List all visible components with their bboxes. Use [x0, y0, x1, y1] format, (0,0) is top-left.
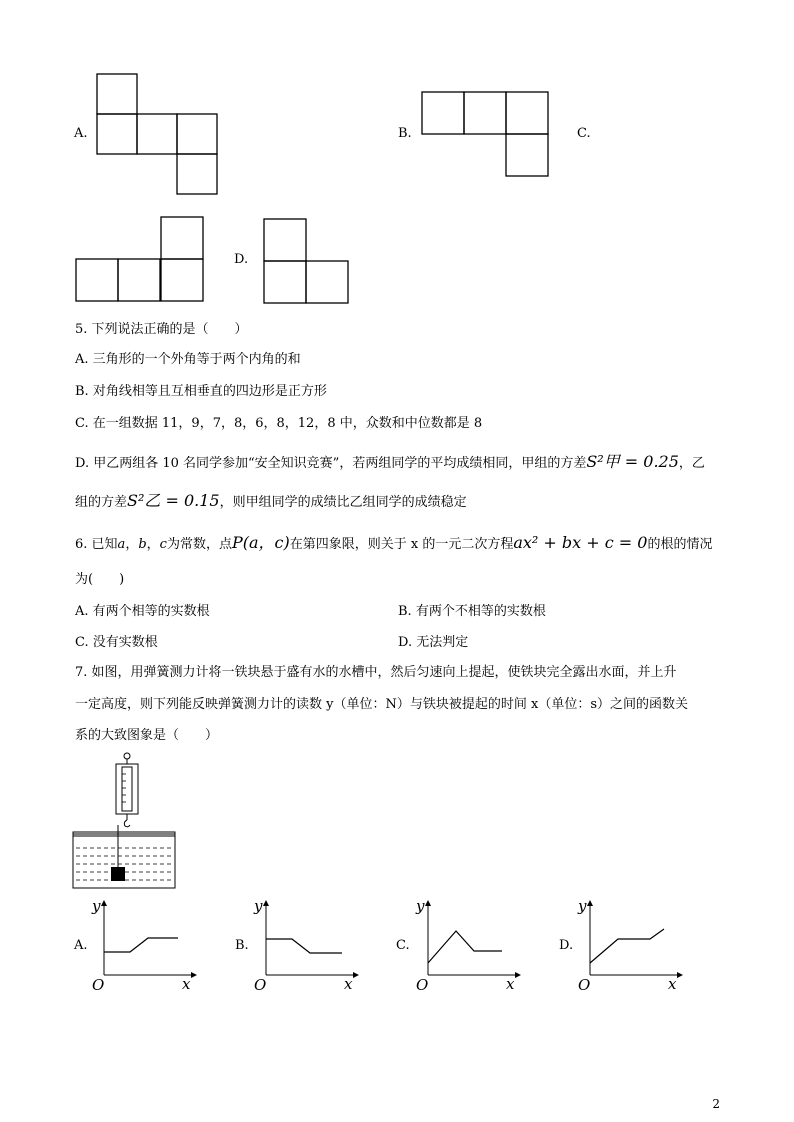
q5-option-d-text3: 组的方差: [75, 495, 128, 510]
q5-variance-yi: S²乙 = 0.15: [127, 491, 220, 510]
q6-stem-line1: [75, 530, 712, 553]
q6-var-b: b: [138, 537, 147, 552]
q6-option-b: B. 有两个不相等的实数根: [398, 604, 546, 619]
q4-option-b-net: [421, 91, 551, 179]
q7-stem-line1: 7. 如图，用弹簧测力计将一铁块悬于盛有水的水槽中，然后匀速向上提起，使铁块完全露出水面，并上升: [75, 665, 677, 680]
q6-text2: 为常数，点: [166, 537, 232, 552]
q5-option-d-text1: D. 甲乙两组各 10 名同学参加“安全知识竞赛”，若两组同学的平均成绩相同，甲组的方差: [75, 456, 587, 471]
q5-option-d-line1: [75, 449, 705, 472]
q4-option-c-net: [75, 216, 205, 304]
q7-graph-c-x: x: [506, 975, 515, 993]
q4-option-b-label: B.: [398, 126, 412, 141]
q4-option-d-net: [263, 218, 351, 306]
q7-graph-b-origin: O: [254, 976, 267, 994]
q6-text1: 6. 已知: [75, 537, 118, 552]
q6-var-a: a: [117, 537, 126, 552]
q5-option-c: C. 在一组数据 11，9，7，8，6，8，12，8 中，众数和中位数都是 8: [75, 416, 483, 431]
page-number: 2: [712, 1097, 720, 1111]
q6-option-d: D. 无法判定: [398, 635, 469, 650]
q7-option-b-label: B.: [235, 938, 249, 953]
q6-text4: 的根的情况: [647, 537, 713, 552]
q7-spring-scale-tank-diagram: [72, 752, 178, 892]
q5-option-b: B. 对角线相等且互相垂直的四边形是正方形: [75, 384, 327, 399]
q6-option-c: C. 没有实数根: [75, 635, 158, 650]
q7-option-a-label: A.: [74, 938, 88, 953]
q7-graph-c: [414, 895, 524, 995]
q7-stem-line2: 一定高度，则下列能反映弹簧测力计的读数 y（单位：N）与铁块被提起的时间 x（单位：s）之间的函数关: [75, 697, 688, 712]
q5-stem: 5. 下列说法正确的是（ ）: [75, 322, 248, 337]
q6-text3: 在第四象限，则关于 x 的一元二次方程: [289, 537, 514, 552]
q6-option-a: A. 有两个相等的实数根: [75, 604, 210, 619]
q6-var-c: c: [159, 537, 167, 552]
q7-graph-d-origin: O: [578, 976, 591, 994]
q4-option-a-net: [96, 73, 220, 197]
q6-sep2: ，: [146, 537, 160, 552]
q7-graph-b-x: x: [344, 975, 353, 993]
q7-graph-c-y: y: [416, 897, 425, 915]
q6-stem-line2: 为( ): [75, 572, 125, 587]
q6-equation: ax² + bx + c = 0: [513, 533, 648, 552]
q7-graph-b-y: y: [254, 897, 263, 915]
q5-option-a: A. 三角形的一个外角等于两个内角的和: [75, 352, 301, 367]
q7-graph-d: [576, 895, 686, 995]
q7-option-c-label: C.: [396, 938, 410, 953]
q5-option-d-text4: ，则甲组同学的成绩比乙组同学的成绩稳定: [219, 495, 467, 510]
q4-option-d-label: D.: [234, 252, 249, 267]
q7-stem-line3: 系的大致图象是（ ）: [75, 728, 219, 743]
q6-sep1: ，: [125, 537, 139, 552]
q7-graph-d-y: y: [578, 897, 587, 915]
q7-option-d-label: D.: [559, 938, 574, 953]
q7-graph-a-y: y: [92, 897, 101, 915]
q5-variance-jia: S²甲 = 0.25: [586, 452, 679, 471]
q6-point: P(a，c): [231, 533, 290, 552]
q7-graph-d-x: x: [668, 975, 677, 993]
q7-graph-a: [90, 895, 200, 995]
q5-option-d-line2: [75, 488, 467, 511]
q7-graph-b: [252, 895, 362, 995]
q5-option-d-text2: ，乙: [678, 456, 705, 471]
q7-graph-c-origin: O: [416, 976, 429, 994]
q4-option-c-label: C.: [577, 126, 591, 141]
q7-graph-a-x: x: [182, 975, 191, 993]
q7-graph-a-origin: O: [92, 976, 105, 994]
q4-option-a-label: A.: [74, 126, 88, 141]
